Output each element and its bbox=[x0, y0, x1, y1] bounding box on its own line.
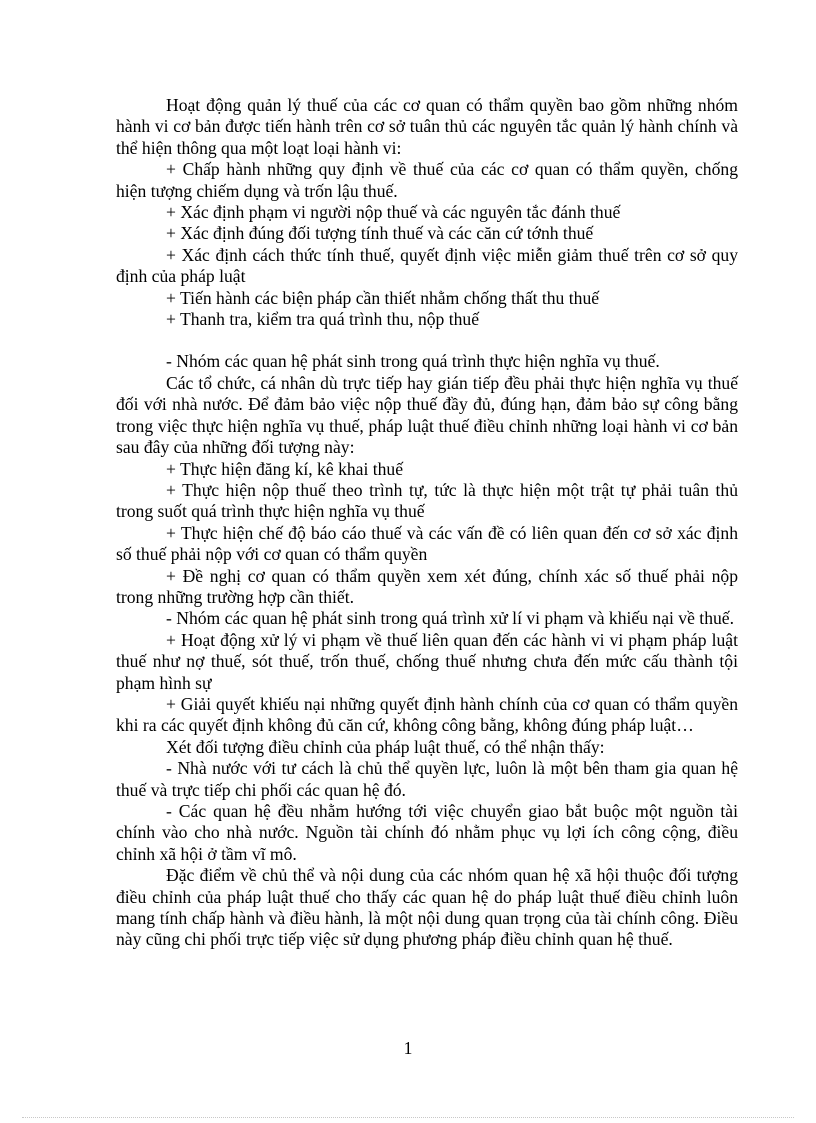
bullet-report: + Thực hiện chế độ báo cáo thuế và các vấn đề có liên quan đến cơ sở xác định số thuế phải nộp với cơ quan có thẩm quyền bbox=[116, 522, 738, 565]
bullet-scope: + Xác định phạm vi người nộp thuế và các nguyên tắc đánh thuế bbox=[166, 202, 621, 223]
point-state: - Nhà nước với tư cách là chủ thể quyền lực, luôn là một bên tham gia quan hệ thuế và trực tiếp chi phối các quan hệ đó. bbox=[116, 758, 738, 800]
page-number: 1 bbox=[403, 1038, 413, 1058]
bullet-register: + Thực hiện đăng kí, kê khai thuế bbox=[166, 458, 404, 479]
bullet-comply: + Chấp hành những quy định về thuế của các cơ quan có thẩm quyền, chống hiện tượng chiếm dụng và trốn lậu thuế. bbox=[116, 159, 738, 201]
bullet-violation: + Hoạt động xử lý vi phạm về thuế liên quan đến các hành vi vi phạm pháp luật thuế như nợ thuế, sót thuế, trốn thuế, chống thuế nhưng chưa đến mức cấu thành tội phạm hình sự bbox=[116, 629, 738, 693]
page-bottom-divider bbox=[22, 1117, 794, 1118]
bullet-inspection: + Thanh tra, kiểm tra quá trình thu, nộp thuế bbox=[166, 309, 480, 330]
group-obligation-heading: - Nhóm các quan hệ phát sinh trong quá trình thực hiện nghĩa vụ thuế. bbox=[166, 351, 660, 372]
paragraph-obligation: Các tổ chức, cá nhân dù trực tiếp hay gián tiếp đều phải thực hiện nghĩa vụ thuế đối với nhà nước. Để đảm bảo việc nộp thuế đầy đủ, đúng hạn, đảm bảo sự công bằng trong việc thực hiện nghĩa vụ thuế, pháp luật thuế điều chỉnh những loại hành vi cơ bản sau đây của những đối tượng này: bbox=[116, 372, 738, 458]
paragraph-intro: Hoạt động quản lý thuế của các cơ quan có thẩm quyền bao gồm những nhóm hành vi cơ bản được tiến hành trên cơ sở tuân thủ các nguyên tắc quản lý hành chính và thể hiện thông qua một loạt loại hành vi: bbox=[116, 95, 738, 158]
paragraph-spacer bbox=[116, 330, 738, 351]
bullet-payment: + Thực hiện nộp thuế theo trình tự, tức là thực hiện một trật tự phải tuân thủ trong suốt quá trình thực hiện nghĩa vụ thuế bbox=[116, 479, 738, 522]
paragraph-observation: Xét đối tượng điều chỉnh của pháp luật thuế, có thể nhận thấy: bbox=[166, 736, 605, 757]
bullet-measures: + Tiến hành các biện pháp cần thiết nhằm chống thất thu thuế bbox=[166, 287, 600, 308]
bullet-complaint: + Giải quyết khiếu nại những quyết định hành chính của cơ quan có thẩm quyền khi ra các quyết định không đủ căn cứ, không công bằng, không đúng pháp luật… bbox=[116, 693, 738, 736]
bullet-object: + Xác định đúng đối tượng tính thuế và các căn cứ tớnh thuế bbox=[166, 223, 594, 244]
point-transfer: - Các quan hệ đều nhằm hướng tới việc chuyển giao bắt buộc một nguồn tài chính vào cho nhà nước. Nguồn tài chính đó nhằm phục vụ lợi ích công cộng, điều chỉnh xã hội ở tầm vĩ mô. bbox=[116, 801, 738, 864]
document-body bbox=[116, 95, 738, 951]
bullet-review: + Đề nghị cơ quan có thẩm quyền xem xét đúng, chính xác số thuế phải nộp trong những trường hợp cần thiết. bbox=[116, 565, 738, 607]
group-violation-heading: - Nhóm các quan hệ phát sinh trong quá trình xử lí vi phạm và khiếu nại về thuế. bbox=[166, 608, 734, 629]
bullet-method: + Xác định cách thức tính thuế, quyết định việc miễn giảm thuế trên cơ sở quy định của pháp luật bbox=[116, 244, 738, 287]
paragraph-conclusion: Đặc điểm về chủ thể và nội dung của các nhóm quan hệ xã hội thuộc đối tượng điều chỉnh của pháp luật thuế cho thấy các quan hệ do pháp luật thuế điều chỉnh luôn mang tính chấp hành và điều hành, là một nội dung quan trọng của tài chính công. Điều này cũng chi phối trực tiếp việc sử dụng phương pháp điều chỉnh quan hệ thuế. bbox=[116, 865, 738, 950]
